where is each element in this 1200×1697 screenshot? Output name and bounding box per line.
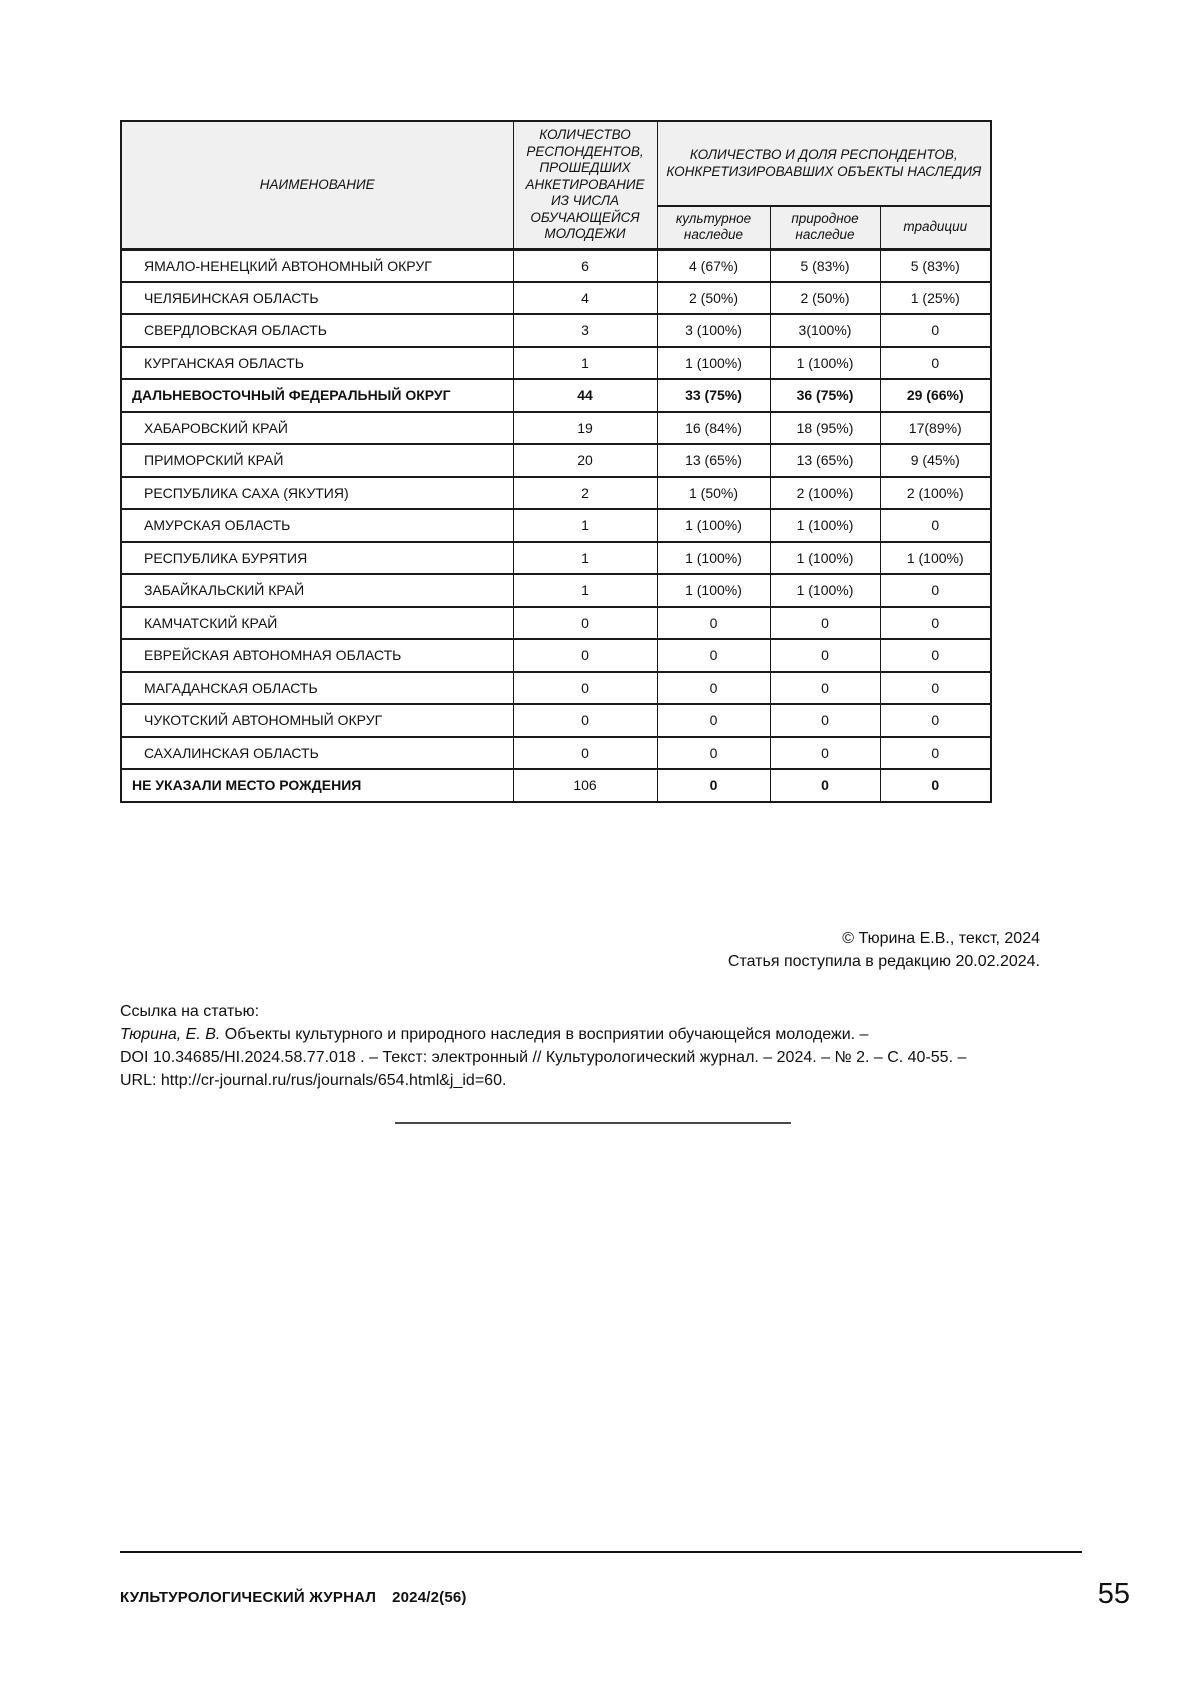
cultural-heritage-cell: 3 (100%)	[657, 314, 770, 347]
col-header-name: НАИМЕНОВАНИЕ	[121, 121, 513, 249]
region-name-cell: КАМЧАТСКИЙ КРАЙ	[121, 607, 513, 640]
table-row	[121, 477, 991, 510]
traditions-cell: 0	[880, 347, 991, 380]
col-header-respondents: КОЛИЧЕСТВО РЕСПОНДЕНТОВ, ПРОШЕДШИХ АНКЕТИРОВАНИЕ ИЗ ЧИСЛА ОБУЧАЮЩЕЙСЯ МОЛОДЕЖИ	[513, 121, 657, 249]
region-name-cell: АМУРСКАЯ ОБЛАСТЬ	[121, 509, 513, 542]
cultural-heritage-cell: 1 (100%)	[657, 574, 770, 607]
cultural-heritage-cell: 0	[657, 639, 770, 672]
region-name-cell: СВЕРДЛОВСКАЯ ОБЛАСТЬ	[121, 314, 513, 347]
natural-heritage-cell: 5 (83%)	[770, 249, 880, 282]
table-row	[121, 639, 991, 672]
region-name-cell: РЕСПУБЛИКА БУРЯТИЯ	[121, 542, 513, 575]
respondent-count-cell: 0	[513, 639, 657, 672]
traditions-cell: 0	[880, 672, 991, 705]
cultural-heritage-cell: 0	[657, 672, 770, 705]
citation-title-line	[120, 1023, 1065, 1046]
copyright-text: © Тюрина Е.В., текст, 2024	[842, 930, 1040, 947]
traditions-cell: 0	[880, 704, 991, 737]
page-number: 55	[1097, 1578, 1130, 1610]
natural-heritage-cell: 2 (100%)	[770, 477, 880, 510]
region-name-cell: ЧУКОТСКИЙ АВТОНОМНЫЙ ОКРУГ	[121, 704, 513, 737]
table-header	[121, 121, 991, 249]
region-name-cell: РЕСПУБЛИКА САХА (ЯКУТИЯ)	[121, 477, 513, 510]
table-row	[121, 412, 991, 445]
table-row	[121, 737, 991, 770]
natural-heritage-cell: 0	[770, 672, 880, 705]
traditions-cell: 0	[880, 769, 991, 802]
traditions-cell: 2 (100%)	[880, 477, 991, 510]
respondent-count-cell: 2	[513, 477, 657, 510]
table-row	[121, 379, 991, 412]
citation-title: Объекты культурного и природного наследия в восприятии обучающейся молодежи. –	[220, 1026, 869, 1043]
table-row	[121, 347, 991, 380]
cultural-heritage-cell: 0	[657, 769, 770, 802]
cultural-heritage-cell: 2 (50%)	[657, 282, 770, 315]
respondent-count-cell: 0	[513, 672, 657, 705]
cultural-heritage-cell: 1 (100%)	[657, 347, 770, 380]
respondent-count-cell: 44	[513, 379, 657, 412]
natural-heritage-cell: 13 (65%)	[770, 444, 880, 477]
traditions-cell: 9 (45%)	[880, 444, 991, 477]
table-row	[121, 542, 991, 575]
natural-heritage-cell: 0	[770, 769, 880, 802]
cultural-heritage-cell: 13 (65%)	[657, 444, 770, 477]
traditions-cell: 0	[880, 607, 991, 640]
respondent-count-cell: 1	[513, 347, 657, 380]
respondent-count-cell: 1	[513, 574, 657, 607]
citation-label: Ссылка на статью:	[120, 1003, 260, 1020]
table-row	[121, 314, 991, 347]
natural-heritage-cell: 2 (50%)	[770, 282, 880, 315]
region-name-cell: ЯМАЛО-НЕНЕЦКИЙ АВТОНОМНЫЙ ОКРУГ	[121, 249, 513, 282]
section-divider	[395, 1106, 791, 1124]
respondent-count-cell: 1	[513, 542, 657, 575]
respondent-count-cell: 0	[513, 704, 657, 737]
region-name-cell: ДАЛЬНЕВОСТОЧНЫЙ ФЕДЕРАЛЬНЫЙ ОКРУГ	[121, 379, 513, 412]
natural-heritage-cell: 0	[770, 607, 880, 640]
region-name-cell: КУРГАНСКАЯ ОБЛАСТЬ	[121, 347, 513, 380]
natural-heritage-cell: 0	[770, 639, 880, 672]
footer-rule	[120, 1551, 1082, 1553]
region-name-cell: НЕ УКАЗАЛИ МЕСТО РОЖДЕНИЯ	[121, 769, 513, 802]
cultural-heritage-cell: 0	[657, 737, 770, 770]
traditions-cell: 5 (83%)	[880, 249, 991, 282]
heritage-table-container	[120, 120, 990, 803]
table-row	[121, 769, 991, 802]
respondent-count-cell: 0	[513, 737, 657, 770]
natural-heritage-cell: 1 (100%)	[770, 347, 880, 380]
traditions-cell: 1 (100%)	[880, 542, 991, 575]
journal-name: КУЛЬТУРОЛОГИЧЕСКИЙ ЖУРНАЛ	[120, 1589, 377, 1606]
col-header-traditions: традиции	[880, 206, 991, 249]
respondent-count-cell: 106	[513, 769, 657, 802]
heritage-table	[120, 120, 992, 803]
table-row	[121, 249, 991, 282]
natural-heritage-cell: 1 (100%)	[770, 574, 880, 607]
region-name-cell: МАГАДАНСКАЯ ОБЛАСТЬ	[121, 672, 513, 705]
col-header-cultural: культурное наследие	[657, 206, 770, 249]
natural-heritage-cell: 0	[770, 704, 880, 737]
cultural-heritage-cell: 1 (100%)	[657, 542, 770, 575]
citation-doi-line: DOI 10.34685/HI.2024.58.77.018 . – Текст: электронный // Культурологический журнал. – 2024. – № 2. – С. 40-55. –	[120, 1049, 967, 1066]
region-name-cell: ЗАБАЙКАЛЬСКИЙ КРАЙ	[121, 574, 513, 607]
traditions-cell: 0	[880, 737, 991, 770]
respondent-count-cell: 1	[513, 509, 657, 542]
natural-heritage-cell: 36 (75%)	[770, 379, 880, 412]
respondent-count-cell: 3	[513, 314, 657, 347]
cultural-heritage-cell: 4 (67%)	[657, 249, 770, 282]
received-date: Статья поступила в редакцию 20.02.2024.	[727, 952, 1040, 970]
citation-url-line[interactable]: URL: http://cr-journal.ru/rus/journals/654.html&j_id=60.	[120, 1072, 507, 1089]
cultural-heritage-cell: 0	[657, 704, 770, 737]
table-row	[121, 574, 991, 607]
table-row	[121, 704, 991, 737]
footer-journal-title	[120, 1589, 467, 1606]
natural-heritage-cell: 1 (100%)	[770, 542, 880, 575]
table-row	[121, 672, 991, 705]
citation-block	[120, 1000, 1065, 1092]
region-name-cell: ПРИМОРСКИЙ КРАЙ	[121, 444, 513, 477]
table-row	[121, 509, 991, 542]
traditions-cell: 0	[880, 509, 991, 542]
col-header-group: КОЛИЧЕСТВО И ДОЛЯ РЕСПОНДЕНТОВ, КОНКРЕТИЗИРОВАВШИХ ОБЪЕКТЫ НАСЛЕДИЯ	[657, 121, 991, 206]
citation-author: Тюрина, Е. В.	[120, 1026, 221, 1043]
traditions-cell: 0	[880, 314, 991, 347]
cultural-heritage-cell: 0	[657, 607, 770, 640]
traditions-cell: 0	[880, 574, 991, 607]
respondent-count-cell: 0	[513, 607, 657, 640]
cultural-heritage-cell: 1 (100%)	[657, 509, 770, 542]
natural-heritage-cell: 0	[770, 737, 880, 770]
traditions-cell: 1 (25%)	[880, 282, 991, 315]
respondent-count-cell: 6	[513, 249, 657, 282]
traditions-cell: 17(89%)	[880, 412, 991, 445]
region-name-cell: САХАЛИНСКАЯ ОБЛАСТЬ	[121, 737, 513, 770]
table-body	[121, 249, 991, 802]
table-row	[121, 607, 991, 640]
copyright-block	[120, 928, 1040, 973]
cultural-heritage-cell: 33 (75%)	[657, 379, 770, 412]
table-row	[121, 282, 991, 315]
cultural-heritage-cell: 16 (84%)	[657, 412, 770, 445]
traditions-cell: 0	[880, 639, 991, 672]
cultural-heritage-cell: 1 (50%)	[657, 477, 770, 510]
natural-heritage-cell: 18 (95%)	[770, 412, 880, 445]
col-header-natural: природное наследие	[770, 206, 880, 249]
table-row	[121, 444, 991, 477]
natural-heritage-cell: 3(100%)	[770, 314, 880, 347]
journal-issue: 2024/2(56)	[392, 1589, 467, 1606]
respondent-count-cell: 20	[513, 444, 657, 477]
region-name-cell: ЧЕЛЯБИНСКАЯ ОБЛАСТЬ	[121, 282, 513, 315]
respondent-count-cell: 4	[513, 282, 657, 315]
natural-heritage-cell: 1 (100%)	[770, 509, 880, 542]
region-name-cell: ЕВРЕЙСКАЯ АВТОНОМНАЯ ОБЛАСТЬ	[121, 639, 513, 672]
region-name-cell: ХАБАРОВСКИЙ КРАЙ	[121, 412, 513, 445]
traditions-cell: 29 (66%)	[880, 379, 991, 412]
respondent-count-cell: 19	[513, 412, 657, 445]
